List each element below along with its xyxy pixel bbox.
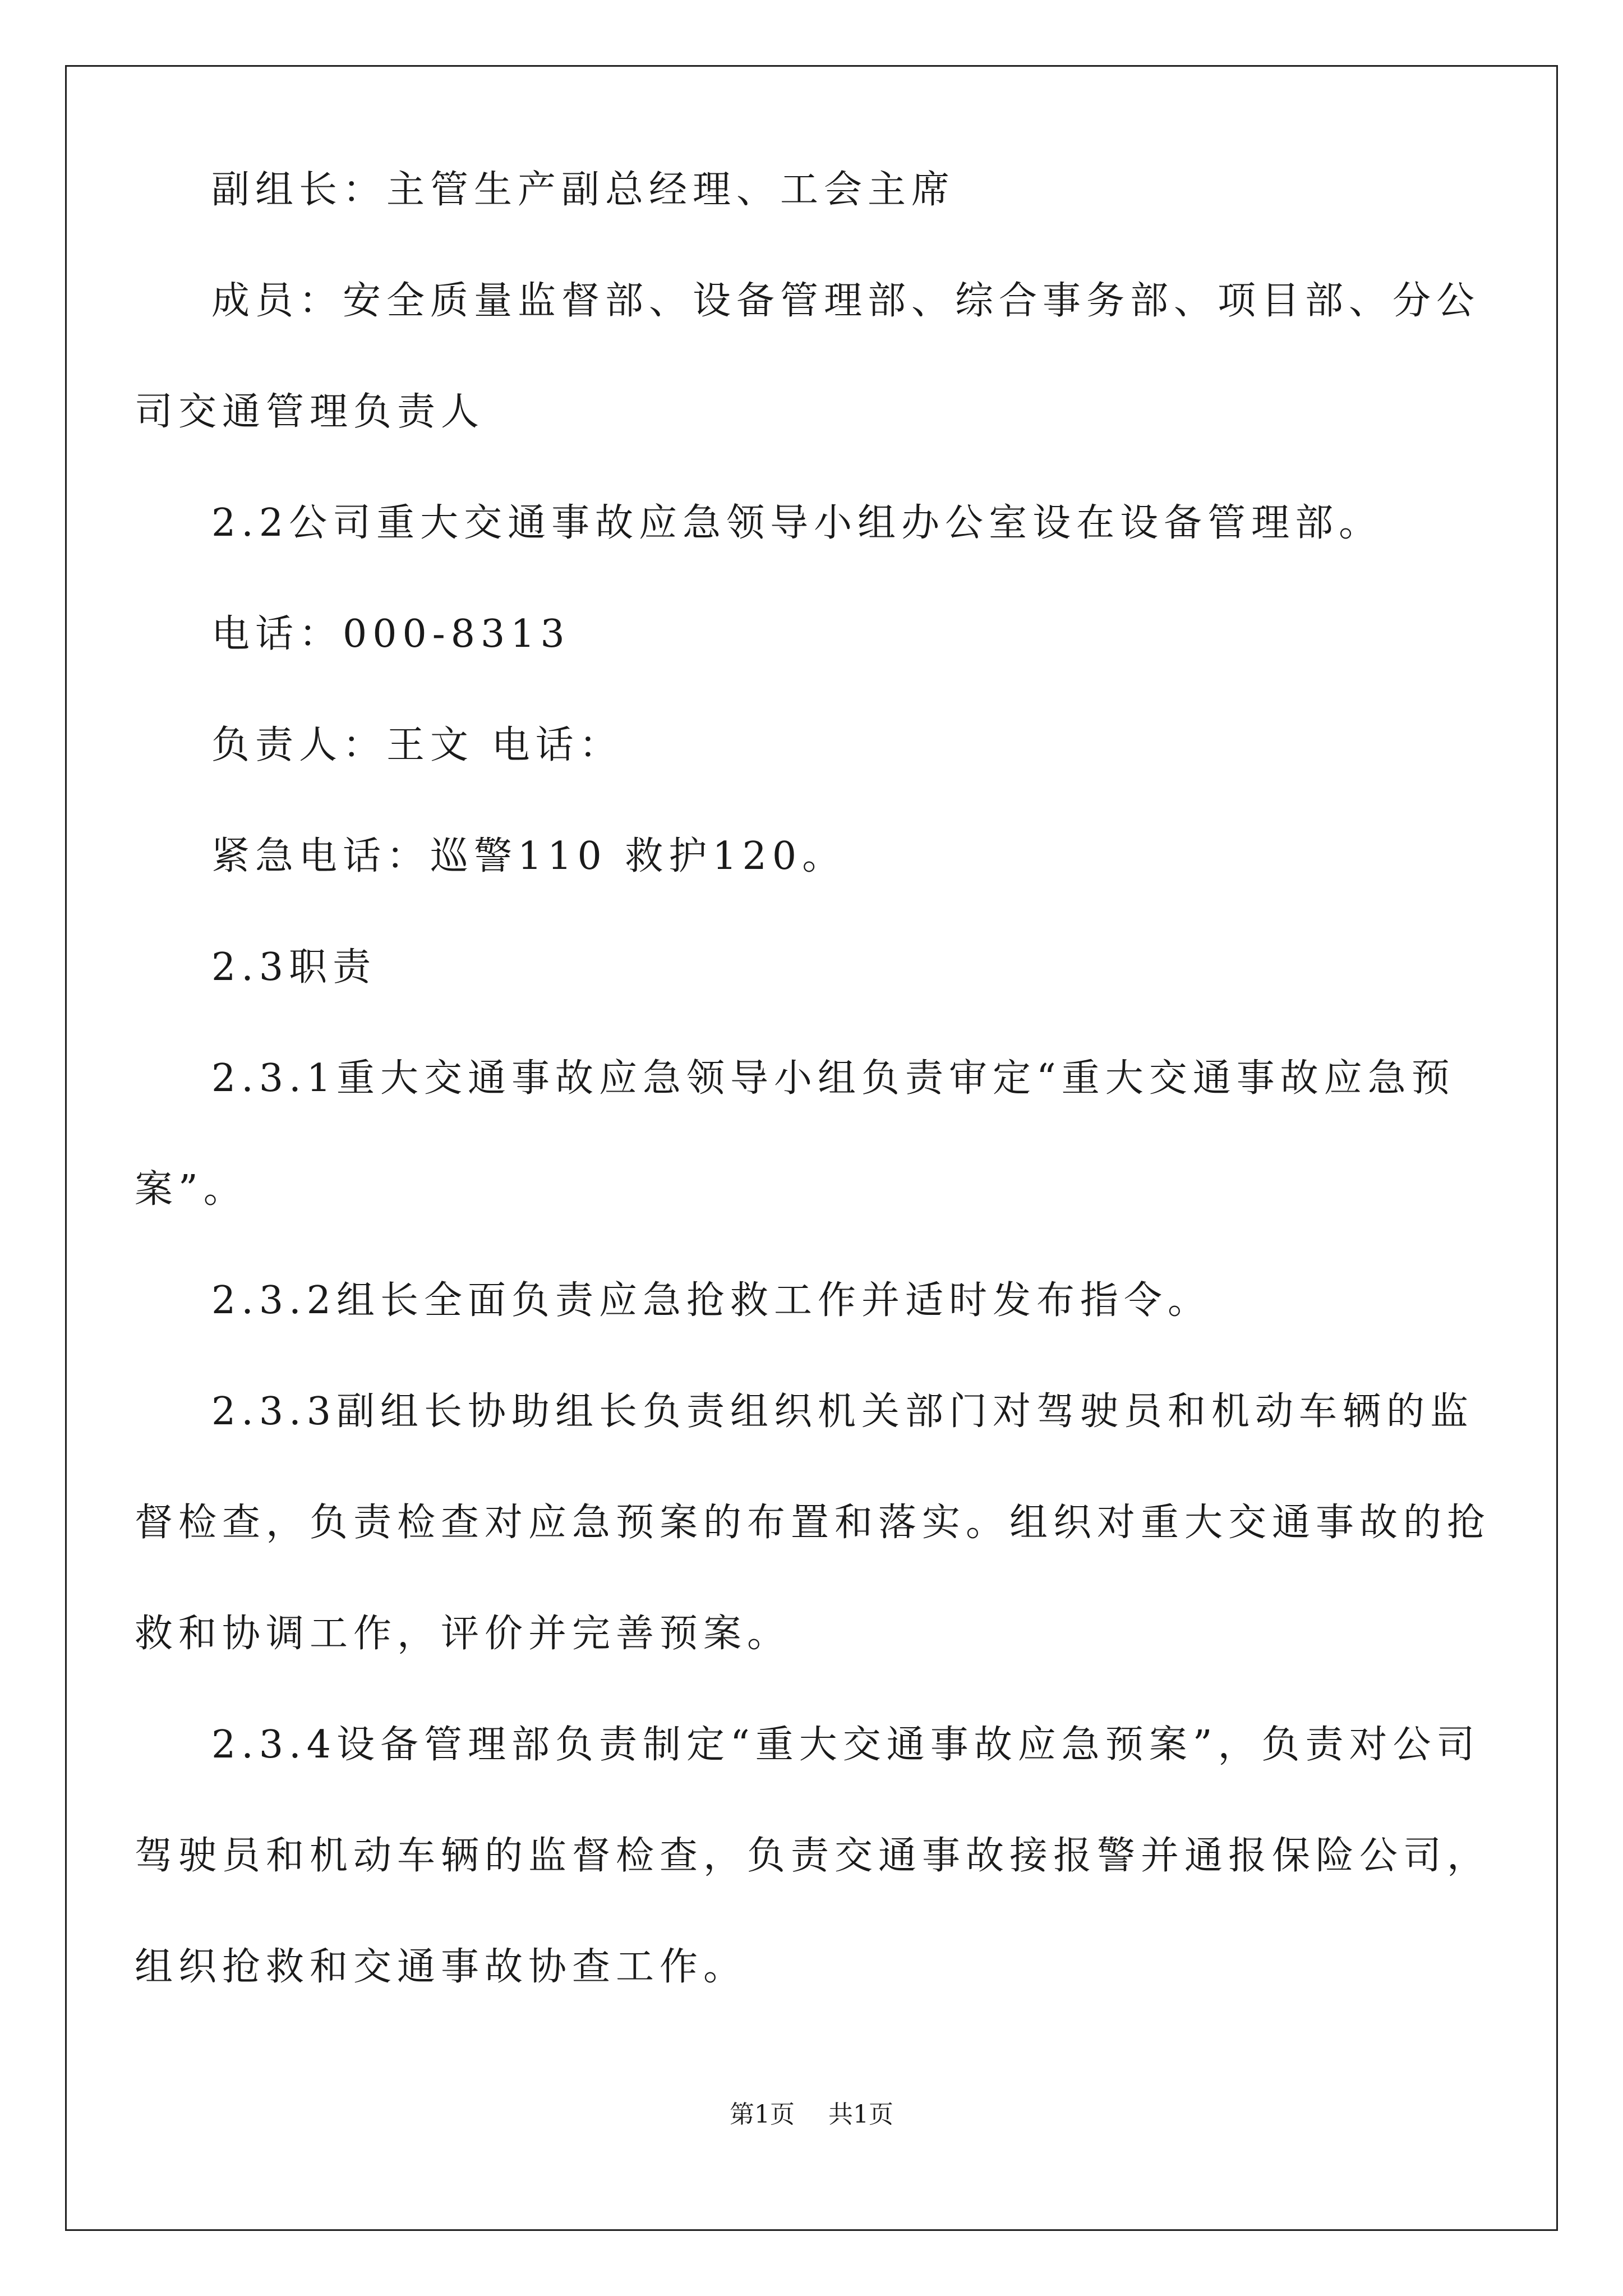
paragraph-office-location: 2.2公司重大交通事故应急领导小组办公室设在设备管理部。 xyxy=(211,501,1383,545)
page-footer xyxy=(0,2098,1623,2132)
page-total: 共1页 xyxy=(828,2100,893,2129)
page-number: 第1页 xyxy=(730,2100,795,2129)
paragraph-emergency-phone: 紧急电话：巡警110 救护120。 xyxy=(211,834,846,878)
paragraph-duty-2-3-1: 2.3.1重大交通事故应急领导小组负责审定“重大交通事故应急预案”。 xyxy=(135,1056,1455,1212)
paragraph-phone: 电话：000-8313 xyxy=(211,612,570,656)
paragraph-duty-2-3-4: 2.3.4设备管理部负责制定“重大交通事故应急预案”，负责对公司驾驶员和机动车辆的监督检查，负责交通事故接报警并通报保险公司，组织抢救和交通事故协查工作。 xyxy=(135,1723,1491,1989)
paragraph-members: 成员：安全质量监督部、设备管理部、综合事务部、项目部、分公司交通管理负责人 xyxy=(135,279,1481,434)
paragraph-duty-2-3-3: 2.3.3副组长协助组长负责组织机关部门对驾驶员和机动车辆的监督检查，负责检查对应急预案的布置和落实。组织对重大交通事故的抢救和协调工作，评价并完善预案。 xyxy=(135,1389,1491,1656)
paragraph-duty-2-3-2: 2.3.2组长全面负责应急抢救工作并适时发布指令。 xyxy=(211,1278,1212,1323)
section-heading-duties: 2.3职责 xyxy=(211,945,377,990)
paragraph-deputy-leader: 副组长：主管生产副总经理、工会主席 xyxy=(211,168,956,212)
paragraph-responsible-person: 负责人：王文 电话： xyxy=(211,723,623,767)
document-body xyxy=(135,135,1492,2023)
